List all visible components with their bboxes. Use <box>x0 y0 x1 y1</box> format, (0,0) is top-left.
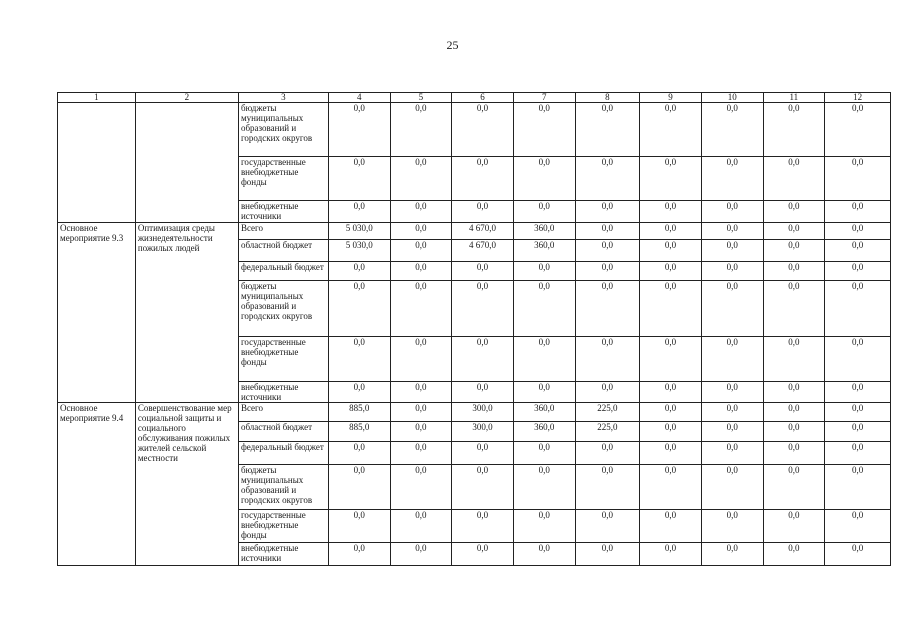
value-cell: 0,0 <box>640 403 702 422</box>
value-cell: 0,0 <box>328 442 390 465</box>
value-cell: 0,0 <box>825 510 891 543</box>
value-cell: 0,0 <box>701 201 763 223</box>
funding-source: областной бюджет <box>238 422 328 442</box>
value-cell: 0,0 <box>825 223 891 240</box>
funding-source: бюджеты муниципальных образований и городских округов <box>238 281 328 337</box>
value-cell: 0,0 <box>575 223 640 240</box>
value-cell: 0,0 <box>575 262 640 281</box>
value-cell: 0,0 <box>763 157 825 201</box>
column-header: 4 <box>328 93 390 103</box>
value-cell: 0,0 <box>513 510 575 543</box>
value-cell: 0,0 <box>513 157 575 201</box>
value-cell: 0,0 <box>390 382 452 403</box>
value-cell: 0,0 <box>640 157 702 201</box>
value-cell: 0,0 <box>640 543 702 566</box>
header-row <box>58 93 891 103</box>
column-header: 3 <box>238 93 328 103</box>
value-cell: 0,0 <box>390 403 452 422</box>
value-cell: 0,0 <box>701 262 763 281</box>
column-header: 11 <box>763 93 825 103</box>
measure-code-cell <box>58 103 136 223</box>
column-header: 7 <box>513 93 575 103</box>
value-cell: 0,0 <box>575 442 640 465</box>
value-cell: 0,0 <box>701 465 763 510</box>
value-cell: 0,0 <box>390 337 452 382</box>
value-cell: 360,0 <box>513 403 575 422</box>
funding-source: федеральный бюджет <box>238 442 328 465</box>
value-cell: 0,0 <box>575 103 640 157</box>
value-cell: 0,0 <box>513 281 575 337</box>
value-cell: 0,0 <box>452 103 514 157</box>
value-cell: 0,0 <box>763 382 825 403</box>
value-cell: 0,0 <box>513 465 575 510</box>
measure-code: Основное мероприятие 9.3 <box>58 223 136 403</box>
value-cell: 0,0 <box>575 543 640 566</box>
value-cell: 0,0 <box>763 422 825 442</box>
value-cell: 0,0 <box>513 543 575 566</box>
value-cell: 0,0 <box>328 510 390 543</box>
value-cell: 0,0 <box>825 442 891 465</box>
value-cell: 0,0 <box>640 103 702 157</box>
value-cell: 0,0 <box>763 281 825 337</box>
value-cell: 0,0 <box>640 262 702 281</box>
value-cell: 0,0 <box>575 510 640 543</box>
value-cell: 0,0 <box>640 510 702 543</box>
value-cell: 225,0 <box>575 403 640 422</box>
value-cell: 0,0 <box>328 201 390 223</box>
value-cell: 0,0 <box>825 422 891 442</box>
column-header: 9 <box>640 93 702 103</box>
value-cell: 0,0 <box>701 240 763 262</box>
value-cell: 0,0 <box>575 281 640 337</box>
value-cell: 0,0 <box>701 337 763 382</box>
funding-source: Всего <box>238 223 328 240</box>
value-cell: 0,0 <box>513 201 575 223</box>
funding-source: внебюджетные источники <box>238 382 328 403</box>
value-cell: 0,0 <box>452 201 514 223</box>
column-header: 2 <box>135 93 238 103</box>
value-cell: 360,0 <box>513 422 575 442</box>
value-cell: 0,0 <box>575 337 640 382</box>
value-cell: 0,0 <box>452 337 514 382</box>
value-cell: 360,0 <box>513 240 575 262</box>
value-cell: 0,0 <box>763 337 825 382</box>
value-cell: 0,0 <box>825 201 891 223</box>
value-cell: 0,0 <box>825 382 891 403</box>
funding-source: внебюджетные источники <box>238 201 328 223</box>
value-cell: 0,0 <box>513 262 575 281</box>
value-cell: 0,0 <box>328 382 390 403</box>
value-cell: 0,0 <box>640 442 702 465</box>
value-cell: 0,0 <box>513 442 575 465</box>
value-cell: 0,0 <box>390 262 452 281</box>
value-cell: 0,0 <box>825 240 891 262</box>
value-cell: 0,0 <box>390 157 452 201</box>
value-cell: 4 670,0 <box>452 240 514 262</box>
value-cell: 0,0 <box>701 157 763 201</box>
value-cell: 0,0 <box>825 281 891 337</box>
table-row <box>58 103 891 157</box>
column-header: 10 <box>701 93 763 103</box>
value-cell: 0,0 <box>452 442 514 465</box>
measure-name-cell <box>135 103 238 223</box>
value-cell: 0,0 <box>701 281 763 337</box>
value-cell: 0,0 <box>328 337 390 382</box>
funding-source: федеральный бюджет <box>238 262 328 281</box>
value-cell: 0,0 <box>825 337 891 382</box>
funding-source: государственные внебюджетные фонды <box>238 337 328 382</box>
value-cell: 0,0 <box>328 465 390 510</box>
value-cell: 0,0 <box>640 465 702 510</box>
value-cell: 0,0 <box>390 240 452 262</box>
value-cell: 0,0 <box>390 281 452 337</box>
value-cell: 0,0 <box>452 281 514 337</box>
value-cell: 0,0 <box>825 403 891 422</box>
value-cell: 0,0 <box>328 103 390 157</box>
funding-source: бюджеты муниципальных образований и городских округов <box>238 103 328 157</box>
value-cell: 0,0 <box>390 442 452 465</box>
value-cell: 0,0 <box>328 543 390 566</box>
value-cell: 0,0 <box>328 262 390 281</box>
column-header: 6 <box>452 93 514 103</box>
value-cell: 0,0 <box>328 281 390 337</box>
budget-table <box>57 92 891 566</box>
value-cell: 0,0 <box>701 442 763 465</box>
value-cell: 300,0 <box>452 422 514 442</box>
funding-source: внебюджетные источники <box>238 543 328 566</box>
value-cell: 4 670,0 <box>452 223 514 240</box>
value-cell: 0,0 <box>763 201 825 223</box>
value-cell: 0,0 <box>763 103 825 157</box>
value-cell: 0,0 <box>825 262 891 281</box>
funding-source: государственные внебюджетные фонды <box>238 510 328 543</box>
value-cell: 0,0 <box>575 157 640 201</box>
value-cell: 0,0 <box>390 465 452 510</box>
value-cell: 0,0 <box>452 382 514 403</box>
value-cell: 0,0 <box>452 510 514 543</box>
value-cell: 0,0 <box>452 157 514 201</box>
value-cell: 0,0 <box>763 262 825 281</box>
value-cell: 0,0 <box>390 543 452 566</box>
value-cell: 5 030,0 <box>328 223 390 240</box>
value-cell: 0,0 <box>701 382 763 403</box>
value-cell: 0,0 <box>640 223 702 240</box>
value-cell: 0,0 <box>513 337 575 382</box>
table-row <box>58 403 891 422</box>
value-cell: 0,0 <box>640 281 702 337</box>
page-number: 25 <box>446 38 459 52</box>
value-cell: 0,0 <box>701 543 763 566</box>
value-cell: 0,0 <box>640 240 702 262</box>
column-header: 5 <box>390 93 452 103</box>
funding-source: Всего <box>238 403 328 422</box>
value-cell: 0,0 <box>763 442 825 465</box>
value-cell: 0,0 <box>390 510 452 543</box>
value-cell: 0,0 <box>390 223 452 240</box>
value-cell: 5 030,0 <box>328 240 390 262</box>
value-cell: 0,0 <box>825 157 891 201</box>
value-cell: 0,0 <box>390 422 452 442</box>
funding-source: областной бюджет <box>238 240 328 262</box>
value-cell: 0,0 <box>701 422 763 442</box>
value-cell: 0,0 <box>701 103 763 157</box>
value-cell: 0,0 <box>640 382 702 403</box>
value-cell: 0,0 <box>575 382 640 403</box>
value-cell: 0,0 <box>640 337 702 382</box>
value-cell: 0,0 <box>763 403 825 422</box>
value-cell: 0,0 <box>452 465 514 510</box>
value-cell: 0,0 <box>640 201 702 223</box>
value-cell: 0,0 <box>328 157 390 201</box>
column-header: 12 <box>825 93 891 103</box>
value-cell: 0,0 <box>763 240 825 262</box>
column-header: 8 <box>575 93 640 103</box>
measure-name: Оптимизация среды жизнедеятельности пожилых людей <box>135 223 238 403</box>
value-cell: 0,0 <box>575 201 640 223</box>
value-cell: 0,0 <box>452 543 514 566</box>
value-cell: 300,0 <box>452 403 514 422</box>
measure-name: Совершенствование мер социальной защиты и социального обслуживания пожилых жителей сельской местности <box>135 403 238 566</box>
value-cell: 225,0 <box>575 422 640 442</box>
value-cell: 0,0 <box>825 543 891 566</box>
value-cell: 885,0 <box>328 403 390 422</box>
value-cell: 0,0 <box>763 465 825 510</box>
value-cell: 0,0 <box>575 240 640 262</box>
value-cell: 0,0 <box>575 465 640 510</box>
value-cell: 0,0 <box>763 223 825 240</box>
value-cell: 0,0 <box>390 201 452 223</box>
value-cell: 0,0 <box>825 103 891 157</box>
measure-code: Основное мероприятие 9.4 <box>58 403 136 566</box>
value-cell: 360,0 <box>513 223 575 240</box>
value-cell: 0,0 <box>640 422 702 442</box>
table-row <box>58 223 891 240</box>
value-cell: 0,0 <box>701 510 763 543</box>
value-cell: 0,0 <box>825 465 891 510</box>
value-cell: 0,0 <box>701 403 763 422</box>
value-cell: 0,0 <box>701 223 763 240</box>
funding-source: государственные внебюджетные фонды <box>238 157 328 201</box>
value-cell: 885,0 <box>328 422 390 442</box>
column-header: 1 <box>58 93 136 103</box>
value-cell: 0,0 <box>513 382 575 403</box>
value-cell: 0,0 <box>513 103 575 157</box>
value-cell: 0,0 <box>390 103 452 157</box>
value-cell: 0,0 <box>452 262 514 281</box>
value-cell: 0,0 <box>763 543 825 566</box>
value-cell: 0,0 <box>763 510 825 543</box>
funding-source: бюджеты муниципальных образований и городских округов <box>238 465 328 510</box>
